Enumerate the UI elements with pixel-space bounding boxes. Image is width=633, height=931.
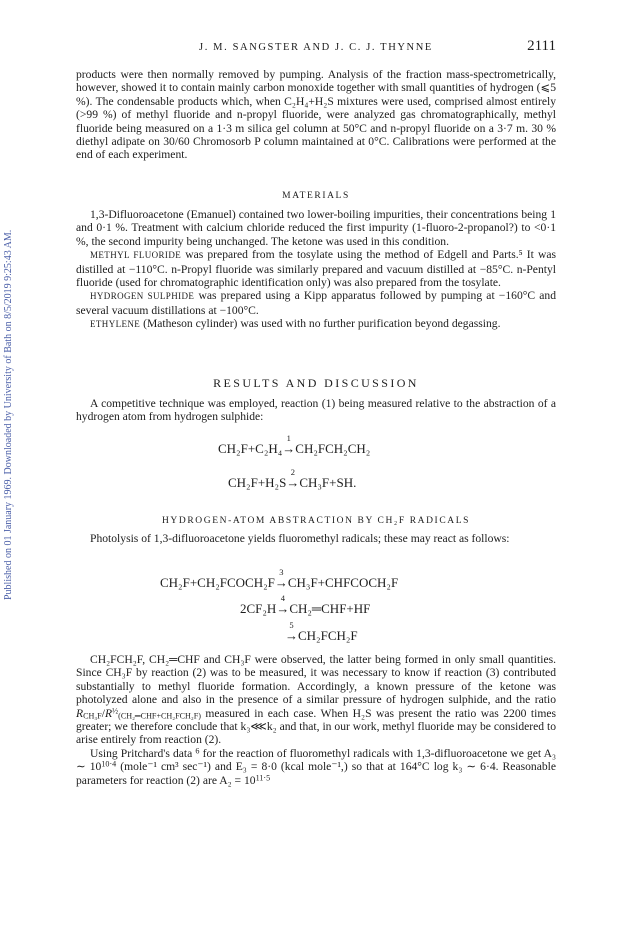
- reaction-5-arrow: 5 →: [285, 628, 298, 644]
- reaction-5-products: CH₂FCH₂F: [298, 628, 358, 643]
- materials-paragraph-methyl-fluoride: [76, 248, 556, 289]
- hydrogen-sulphide-text: was prepared using a Kipp apparatus followed by pumping at −160°C and several vacuum distillations at −100°C.: [76, 289, 556, 317]
- abstraction-intro: [76, 532, 556, 545]
- reference-6: 6: [195, 746, 200, 756]
- running-head-authors: J. M. SANGSTER AND J. C. J. THYNNE: [199, 42, 433, 53]
- reaction-1: [218, 433, 371, 457]
- methyl-fluoride-label: METHYL FLUORIDE: [90, 250, 182, 261]
- reaction-5-number: 5: [289, 620, 294, 630]
- reaction-1-reactants: CH₂F+C₂H₄: [218, 441, 283, 456]
- results-heading: RESULTS AND DISCUSSION: [213, 376, 419, 390]
- page-header: [76, 38, 556, 58]
- reaction-1-products: CH₂FCH₂CH₂: [295, 441, 371, 456]
- reaction-2-reactants: CH₂F+H₂S: [228, 475, 287, 490]
- reaction-2-arrow: 2 →: [286, 475, 299, 491]
- ratio-symbol-2: R: [104, 706, 113, 720]
- reaction-4-products: CH₂═CHF+HF: [289, 601, 371, 616]
- page-number: 2111: [527, 38, 556, 54]
- reaction-1-number: 1: [286, 433, 291, 443]
- reaction-5: [285, 620, 358, 644]
- intro-section: [76, 68, 556, 162]
- ratio-subscript-2: (CH₂═CHF+CH₂FCH₂F): [118, 711, 201, 721]
- reaction-3-arrow: 3 →: [275, 575, 288, 591]
- discussion-section: [76, 653, 556, 787]
- exponent-a3: 10·4: [101, 759, 117, 769]
- abstraction-paragraph: Photolysis of 1,3-difluoroacetone yields fluoromethyl radicals; these may react as follows:: [90, 532, 510, 545]
- exponent-a2: 11·5: [255, 773, 271, 783]
- intro-paragraph: products were then normally removed by pumping. Analysis of the fraction mass-spectrometrically, however, showed it to contain mainly carbon monoxide together with small quantities of hydrogen (⩽5 %). The condensable products which, when C₂H₄+H₂S mixtures were used, comprised almost entirely (>99 %) of methyl fluoride and n-propyl fluoride, were analyzed gas chromatographically, methyl fluoride being measured on a 1·3 m silica gel column at 50°C and n-propyl fluoride on a 3·7 m. 30 % diethyl adipate on 30/60 Chromosorb P column maintained at 0°C. Calibrations were performed at the end of each experiment.: [76, 68, 556, 162]
- reaction-3-products: CH₃F+CHFCOCH₂F: [287, 575, 399, 590]
- discussion-text-a: CH₂FCH₂F, CH₂═CHF and CH₃F were observed, the latter being formed in only small quantities. Since CH₃F by reaction (2) was to be measured, it was necessary to know if reaction (3) contributed substantially to methyl fluoride formation. Accordingly, a known pressure of the ketone was photolyzed alone and also in the presence of a similar pressure of hydrogen sulphide, and the ratio: [76, 653, 556, 707]
- reaction-3-reactants: CH₂F+CH₂FCOCH₂F: [160, 575, 275, 590]
- ratio-superscript-2: ½: [112, 705, 119, 715]
- materials-paragraph-hydrogen-sulphide: [76, 289, 556, 317]
- reaction-2-number: 2: [290, 467, 295, 477]
- reaction-3-number: 3: [279, 567, 284, 577]
- ratio-symbol-1: R: [76, 706, 84, 720]
- materials-paragraph-difluoroacetone: 1,3-Difluoroacetone (Emanuel) contained two lower-boiling impurities, their concentrations being 1 and 0·1 %. Treatment with calcium chloride reduced the first impurity (1-fluoro-2-propanol?) to <0·1 %, the second impurity being unchanged. The ketone was used in this condition.: [76, 208, 556, 248]
- materials-heading: MATERIALS: [282, 191, 350, 201]
- reaction-4-reactants: 2CF₂H: [240, 601, 277, 616]
- reaction-2: [228, 467, 357, 491]
- hydrogen-sulphide-label: HYDROGEN SULPHIDE: [90, 291, 195, 302]
- ethylene-label: ETHYLENE: [90, 319, 141, 330]
- download-notice: Published on 01 January 1969. Downloaded by University of Bath on 8/5/2019 9:25:43 AM.: [3, 229, 14, 600]
- reaction-4: [240, 593, 371, 617]
- materials-section: [76, 208, 556, 332]
- reaction-1-arrow: 1 →: [282, 441, 295, 457]
- discussion-paragraph-1: [76, 653, 556, 747]
- reaction-4-number: 4: [280, 593, 285, 603]
- ratio-subscript-1: CH₃F: [83, 711, 102, 721]
- reaction-4-arrow: 4 →: [276, 601, 289, 617]
- abstraction-heading: HYDROGEN-ATOM ABSTRACTION BY CH₂F RADICALS: [161, 516, 471, 526]
- materials-paragraph-ethylene: [76, 317, 556, 331]
- discussion-text-b: measured in each case. When H₂S was present the ratio was 2200 times greater; we therefore conclude that k₃⋘k₂ and that, in our work, methyl fluoride may be considered to arise entirely from reaction (2).: [76, 706, 556, 747]
- methyl-fluoride-text: was prepared from the tosylate using the method of Edgell and Parts.⁵ It was distilled at −110°C. n-Propyl fluoride was similarly prepared and vacuum distilled at −85°C. n-Pentyl fluoride (used for chromatographic identification only) was also prepared from the tosylate.: [76, 248, 556, 290]
- pritchard-text-a: Using Pritchard's data: [90, 746, 193, 760]
- discussion-paragraph-2: [76, 747, 556, 787]
- ethylene-text: (Matheson cylinder) was used with no further purification beyond degassing.: [143, 317, 501, 331]
- reaction-2-products: CH₃F+SH.: [299, 475, 357, 490]
- results-paragraph: A competitive technique was employed, reaction (1) being measured relative to the abstraction of a hydrogen atom from hydrogen sulphide:: [76, 397, 556, 424]
- ratio-expression: $R_{CH_3F}/R^{\frac{1}{2}}_{(CH_2═CHF+CH_2FCH_2F)}$: [76, 705, 201, 721]
- pritchard-text-c: (mole⁻¹ cm³ sec⁻¹) and E₃ = 8·0 (kcal mole⁻¹,) so that at 164°C log k₃ ∼ 6·4. Reasonable parameters for reaction (2) are A₂ = 10: [76, 760, 556, 787]
- reaction-3: [160, 567, 399, 591]
- results-intro: [76, 397, 556, 424]
- pritchard-text-b: for the reaction of fluoromethyl radicals with 1,3-difluoroacetone we get A₃ ∼ 10: [76, 746, 557, 774]
